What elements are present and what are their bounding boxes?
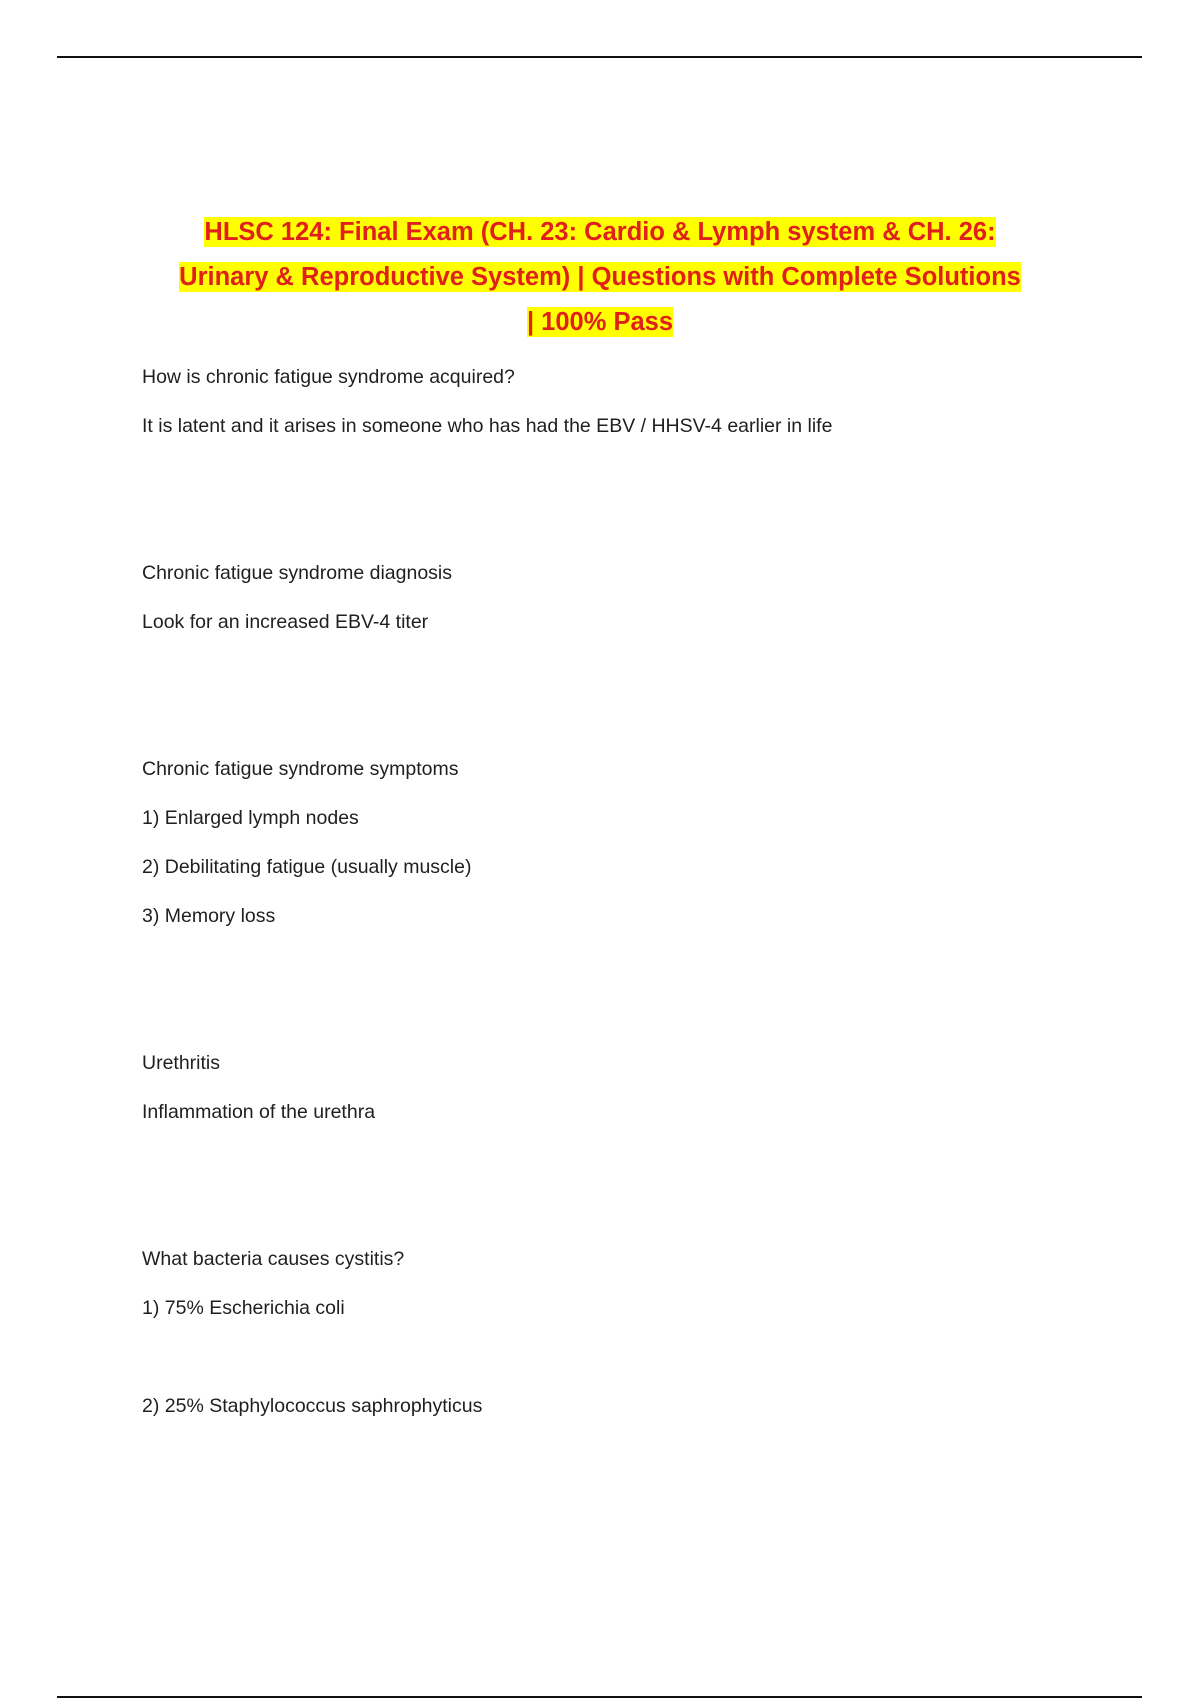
answer-5-item-1: 1) 75% Escherichia coli xyxy=(142,1297,345,1319)
title-line-2: Urinary & Reproductive System) | Questions with Complete Solutions xyxy=(179,263,1021,291)
answer-5-item-2: 2) 25% Staphylococcus saphrophyticus xyxy=(142,1395,483,1417)
question-3: Chronic fatigue syndrome symptoms xyxy=(142,758,459,780)
question-2: Chronic fatigue syndrome diagnosis xyxy=(142,562,453,584)
answer-4: Inflammation of the urethra xyxy=(142,1101,376,1123)
bottom-rule xyxy=(57,1696,1142,1698)
question-4: Urethritis xyxy=(142,1052,221,1074)
top-rule xyxy=(57,56,1142,58)
title-line-3: | 100% Pass xyxy=(526,308,674,336)
answer-3-item-1: 1) Enlarged lymph nodes xyxy=(142,807,359,829)
title-line-1: HLSC 124: Final Exam (CH. 23: Cardio & Lymph system & CH. 26: xyxy=(204,218,996,246)
document-title xyxy=(130,210,1070,345)
answer-3-item-2: 2) Debilitating fatigue (usually muscle) xyxy=(142,856,472,878)
answer-2: Look for an increased EBV-4 titer xyxy=(142,611,429,633)
question-5: What bacteria causes cystitis? xyxy=(142,1248,405,1270)
answer-3-item-3: 3) Memory loss xyxy=(142,905,276,927)
question-1: How is chronic fatigue syndrome acquired? xyxy=(142,366,515,388)
answer-1: It is latent and it arises in someone who has had the EBV / HHSV-4 earlier in life xyxy=(142,415,833,437)
